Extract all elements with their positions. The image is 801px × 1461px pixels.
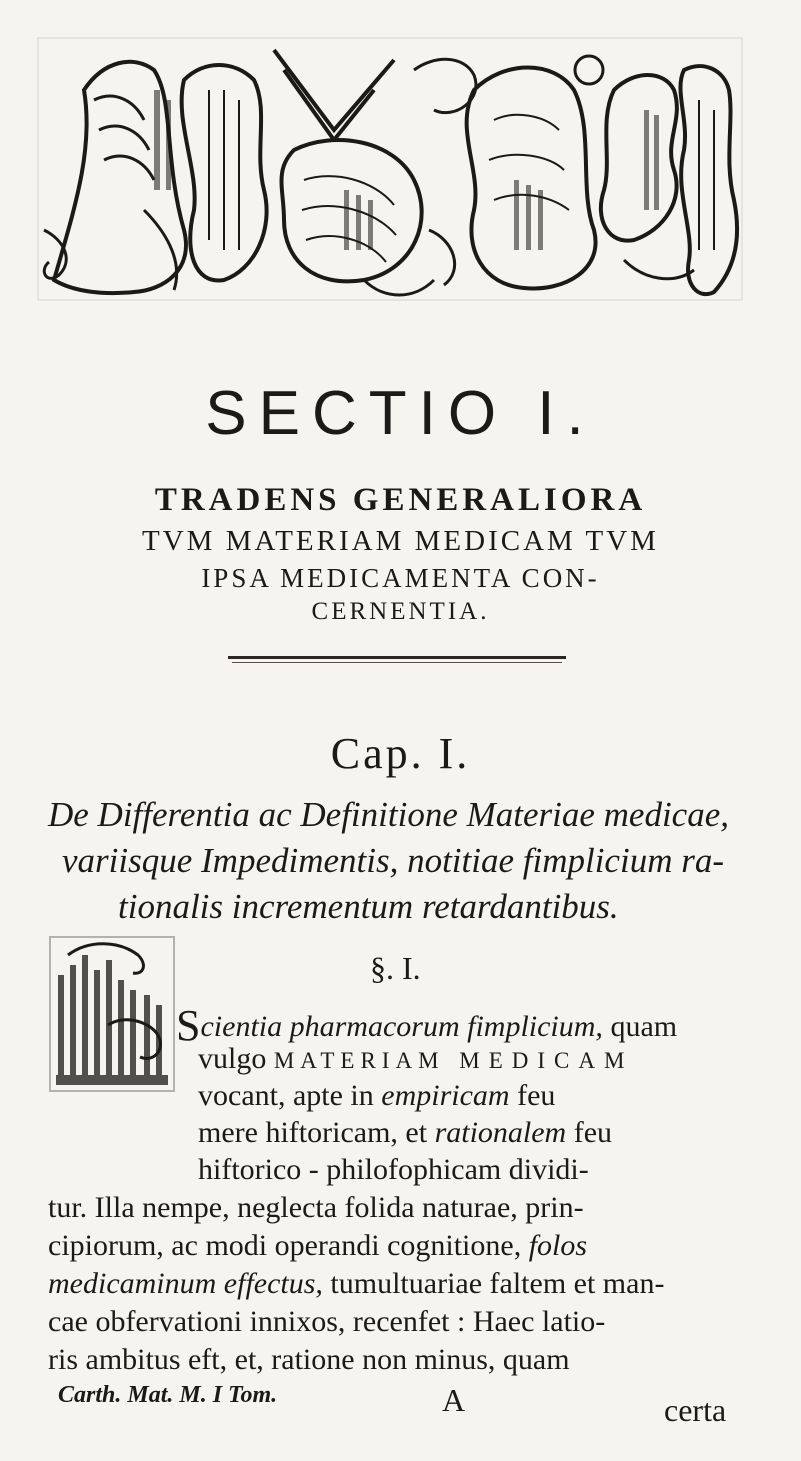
section-subtitle-line-1: TRADENS GENERALIORA bbox=[154, 482, 647, 518]
signature-mark: A bbox=[442, 1382, 466, 1418]
catchword: certa bbox=[664, 1392, 727, 1428]
body-line-4-a: mere hiftoricam, et bbox=[198, 1116, 435, 1149]
ornamental-headpiece bbox=[34, 30, 746, 310]
chapter-title-line-2: variisque Impedimentis, notitiae fimplicium ra- bbox=[62, 841, 724, 880]
body-line-3-a: vocant, apte in bbox=[198, 1079, 382, 1112]
body-line-2-smallcaps-2: MEDICAM bbox=[444, 1048, 634, 1073]
body-line-3-b: feu bbox=[509, 1079, 556, 1112]
section-subtitle-line-2: TVM MATERIAM MEDICAM TVM bbox=[142, 525, 659, 557]
body-line-3-italic: empiricam bbox=[381, 1079, 510, 1112]
body-line-4-italic: rationalem bbox=[434, 1116, 567, 1149]
body-line-4-b: feu bbox=[566, 1116, 613, 1149]
section-subtitle-line-3: IPSA MEDICAMENTA CON- bbox=[201, 563, 600, 593]
body-line-8-italic: medicaminum effectus, bbox=[48, 1267, 323, 1300]
body-line-2-a: vulgo bbox=[198, 1042, 274, 1075]
body-line-7-a: cipiorum, ac modi operandi cognitione, bbox=[48, 1229, 529, 1262]
signature-line: Carth. Mat. M. I Tom. bbox=[58, 1382, 278, 1408]
body-line-1-italic: cientia pharmacorum fimplicium, bbox=[200, 1010, 603, 1043]
divider-rule bbox=[228, 656, 566, 659]
decorated-initial-s bbox=[48, 935, 176, 1093]
initial-s-glyph: S bbox=[176, 1001, 201, 1050]
body-line-3 bbox=[198, 1078, 555, 1114]
section-heading: SECTIO I. bbox=[205, 379, 596, 448]
body-line-7-italic: folos bbox=[528, 1229, 588, 1262]
body-line-2 bbox=[198, 1041, 633, 1079]
body-line-8 bbox=[48, 1266, 664, 1302]
divider-rule-thin bbox=[232, 662, 562, 663]
paragraph-sign: §. I. bbox=[370, 950, 421, 986]
body-line-9: cae obfervationi innixos, recenfet : Haec latio- bbox=[48, 1305, 606, 1338]
chapter-title-line-3: tionalis incrementum retardantibus. bbox=[118, 887, 619, 926]
section-subtitle-line-4: CERNENTIA. bbox=[311, 598, 490, 625]
body-line-1 bbox=[176, 1001, 678, 1050]
chapter-title-line-1: De Differentia ac Definitione Materiae medicae, bbox=[48, 795, 729, 834]
body-line-1-rest: quam bbox=[602, 1010, 678, 1043]
body-line-5: hiftorico - philofophicam dividi- bbox=[198, 1153, 589, 1186]
body-line-6: tur. Illa nempe, neglecta folida naturae, prin- bbox=[48, 1191, 584, 1224]
body-line-8-b: tumultuariae faltem et man- bbox=[322, 1267, 665, 1300]
body-line-2-smallcaps-1: MATERIAM bbox=[273, 1048, 445, 1073]
body-line-10: ris ambitus eft, et, ratione non minus, quam bbox=[48, 1343, 570, 1376]
body-line-7 bbox=[48, 1228, 587, 1264]
chapter-heading: Cap. I. bbox=[330, 729, 471, 778]
body-line-4 bbox=[198, 1115, 612, 1151]
